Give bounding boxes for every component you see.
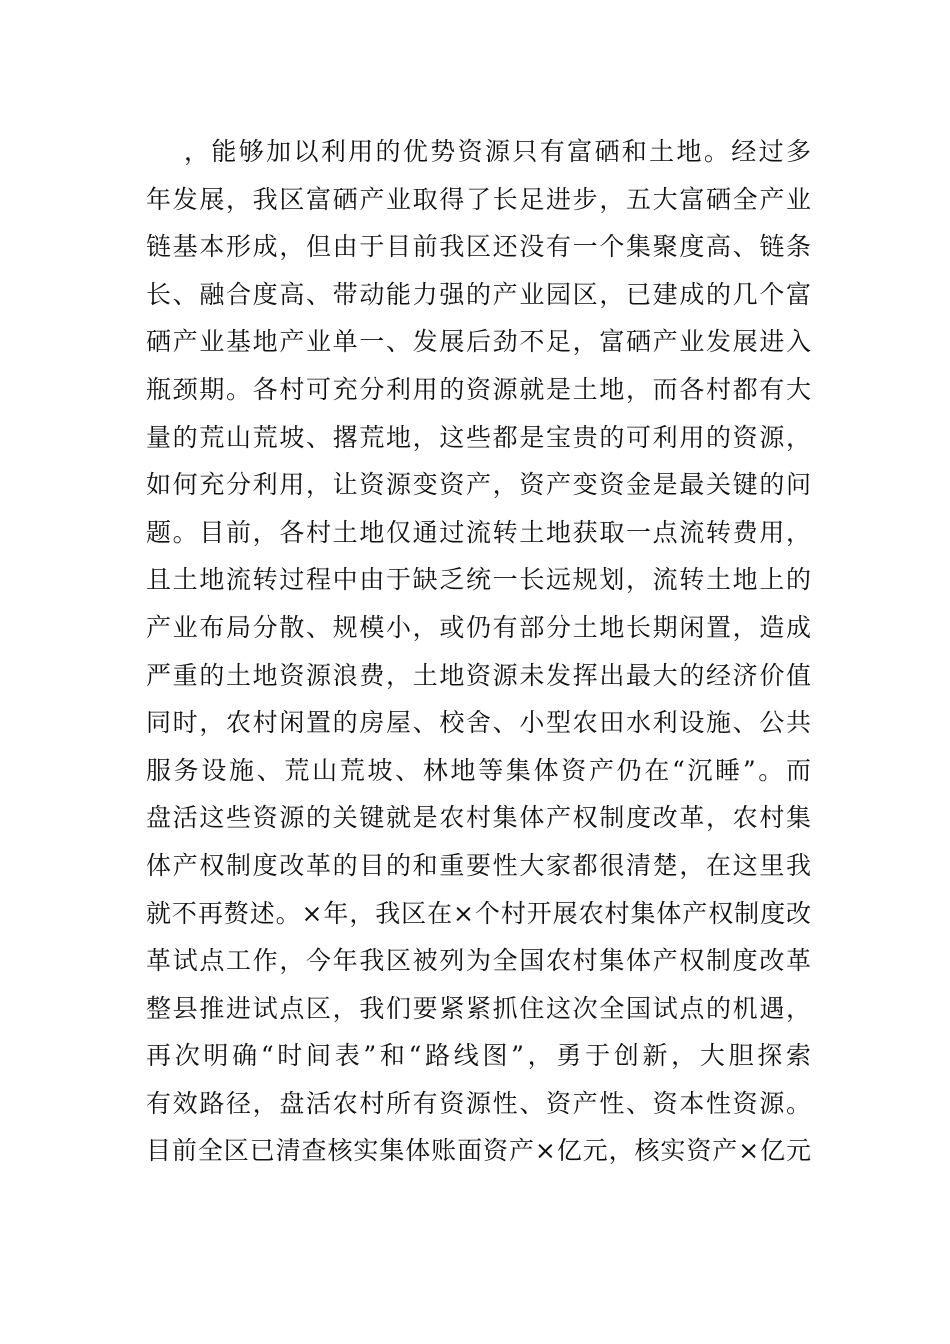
text-line: 长、融合度高、带动能力强的产业园区，已建成的几个富 <box>146 279 811 309</box>
text-line: 革试点工作，今年我区被列为全国农村集体产权制度改革 <box>146 946 811 976</box>
text-line: 服务设施、荒山荒坡、林地等集体资产仍在“沉睡”。而 <box>146 755 811 785</box>
text-line: 严重的土地资源浪费，土地资源未发挥出最大的经济价值 <box>146 660 811 690</box>
text-line: 同时，农村闲置的房屋、校舍、小型农田水利设施、公共 <box>146 708 811 738</box>
text-line: 有效路径，盘活农村所有资源性、资产性、资本性资源。 <box>146 1088 811 1118</box>
text-line: 就不再赘述。×年，我区在×个村开展农村集体产权制度改 <box>146 898 811 928</box>
text-line: 瓶颈期。各村可充分利用的资源就是土地，而各村都有大 <box>146 374 811 404</box>
text-line: 量的荒山荒坡、撂荒地，这些都是宝贵的可利用的资源， <box>146 422 811 452</box>
text-line: 硒产业基地产业单一、发展后劲不足，富硒产业发展进入 <box>146 327 811 357</box>
text-line: 如何充分利用，让资源变资产，资产变资金是最关键的问 <box>146 470 811 500</box>
body-text <box>146 128 811 1175</box>
text-line: 整县推进试点区，我们要紧紧抓住这次全国试点的机遇， <box>146 993 811 1023</box>
text-line: 产业布局分散、规模小，或仍有部分土地长期闲置，造成 <box>146 612 811 642</box>
text-line: 题。目前，各村土地仅通过流转土地获取一点流转费用， <box>146 517 811 547</box>
text-line: 年发展，我区富硒产业取得了长足进步，五大富硒全产业 <box>146 184 811 214</box>
text-line: 且土地流转过程中由于缺乏统一长远规划，流转土地上的 <box>146 565 811 595</box>
text-line: 盘活这些资源的关键就是农村集体产权制度改革，农村集 <box>146 803 811 833</box>
text-line: ，能够加以利用的优势资源只有富硒和土地。经过多 <box>184 137 811 166</box>
text-line: 体产权制度改革的目的和重要性大家都很清楚，在这里我 <box>146 850 811 880</box>
text-line: 目前全区已清查核实集体账面资产×亿元，核实资产×亿元 <box>146 1136 811 1166</box>
text-line: 再次明确“时间表”和“路线图”，勇于创新，大胆探索 <box>146 1041 811 1071</box>
text-line: 链基本形成，但由于目前我区还没有一个集聚度高、链条 <box>146 232 811 262</box>
